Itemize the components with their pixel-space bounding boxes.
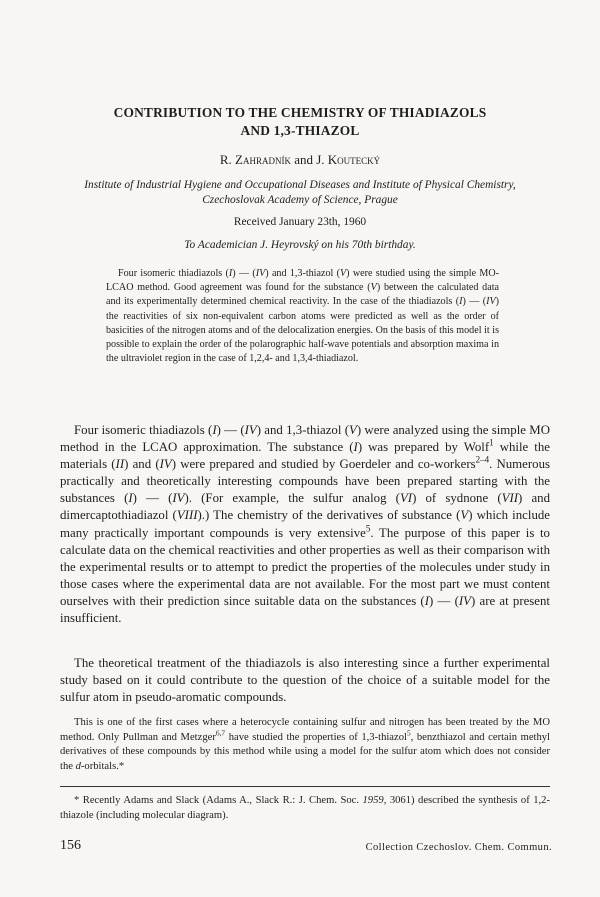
affiliation: [30, 178, 570, 208]
dedication: To Academician J. Heyrovský on his 70th birthday.: [184, 239, 416, 251]
abstract: Four isomeric thiadiazols (I) — (IV) and 1,3-thiazol (V) were studied using the simple MO-LCAO method. Good agreement was found for the substance (V) between the calculated data and its experimentally determined chemical reactivity. In the case of the thiadiazols (I) — (IV) the reactivities of six non-equivalent carbon atoms were predicted as well as the order of basicities of the nitrogen atoms and of the delocalization energies. On the basis of this model it is possible to explain the order of the polarographic half-wave potentials and absorption maxima in the ultraviolet region in the case of 1,2,4- and 1,3,4-thiadiazol.: [106, 268, 500, 365]
footnote-rule: [60, 786, 550, 787]
received-date: Received January 23th, 1960: [233, 216, 367, 228]
title-line-1: CONTRIBUTION TO THE CHEMISTRY OF THIADIAZOLS: [113, 105, 487, 120]
reference-mark: 5: [406, 728, 411, 738]
article-title: [60, 104, 540, 140]
authors: [60, 152, 540, 168]
author-zahradnik: R. Zahradník: [219, 152, 291, 167]
reference-mark: 6,7: [215, 728, 226, 738]
body-paragraph-2: The theoretical treatment of the thiadiazols is also interesting since a further experimental study based on it could contribute to the question of the choice of a suitable model for the sulfur atom in pseudo-aromatic compounds.: [60, 656, 550, 705]
reference-mark: 5: [365, 523, 371, 534]
affiliation-line-2: Czechoslovak Academy of Science, Prague: [202, 194, 398, 206]
author-separator: and: [290, 152, 317, 167]
title-line-2: AND 1,3-THIAZOL: [240, 123, 360, 138]
reference-mark: 2–4: [475, 454, 490, 465]
author-koutecky: J. Koutecký: [316, 152, 381, 167]
journal-name: Collection Czechoslov. Chem. Commun.: [365, 842, 552, 853]
reference-mark: 1: [489, 437, 494, 448]
body-paragraph-1: Four isomeric thiadiazols (I) — (IV) and 1,3-thiazol (V) were analyzed using the simple MO method in the LCAO approximation. The substance (I) was prepared by Wolf$^1$ while the materials (II) and (IV) were prepared and studied by Goerdeler and co-workers$^{2-4}$. Numerous practically and theoretically interesting compounds have been prepared starting with the substances (I) — (IV). (For example, the sulfur analog (VI) of sydnone (VII) and dimercaptothiadiazol (VIII).) The chemistry of the derivatives of substance (V) which include many practically important compounds is very extensive$^5$. The purpose of this paper is to calculate data on the chemical reactivities and other properties as well as their comparison with the experimental results or to attempt to predict the properties of the molecules under study in those cases where the experimental data are not available. For the most part we must content ourselves with their prediction since suitable data on the substances (I) — (IV) are at present insufficient.: [60, 423, 550, 626]
footnote: * Recently Adams and Slack (Adams A., Slack R.: J. Chem. Soc. 1959, 3061) described the synthesis of 1,2-thiazole (including molecular diagram).: [60, 795, 550, 821]
page-number: 156: [60, 838, 81, 853]
affiliation-line-1: Institute of Industrial Hygiene and Occupational Diseases and Institute of Physical Chemistry,: [84, 179, 516, 191]
small-print-paragraph: This is one of the first cases where a heterocycle containing sulfur and nitrogen has been treated by the MO method. Only Pullman and Metzger$^{6,7}$ have studied the properties of 1,3-thiazol$^5$, benzthiazol and certain methyl derivatives of these compounds by this method while using a model for the sulfur atom which does not consider the d-orbitals.*: [60, 717, 551, 772]
